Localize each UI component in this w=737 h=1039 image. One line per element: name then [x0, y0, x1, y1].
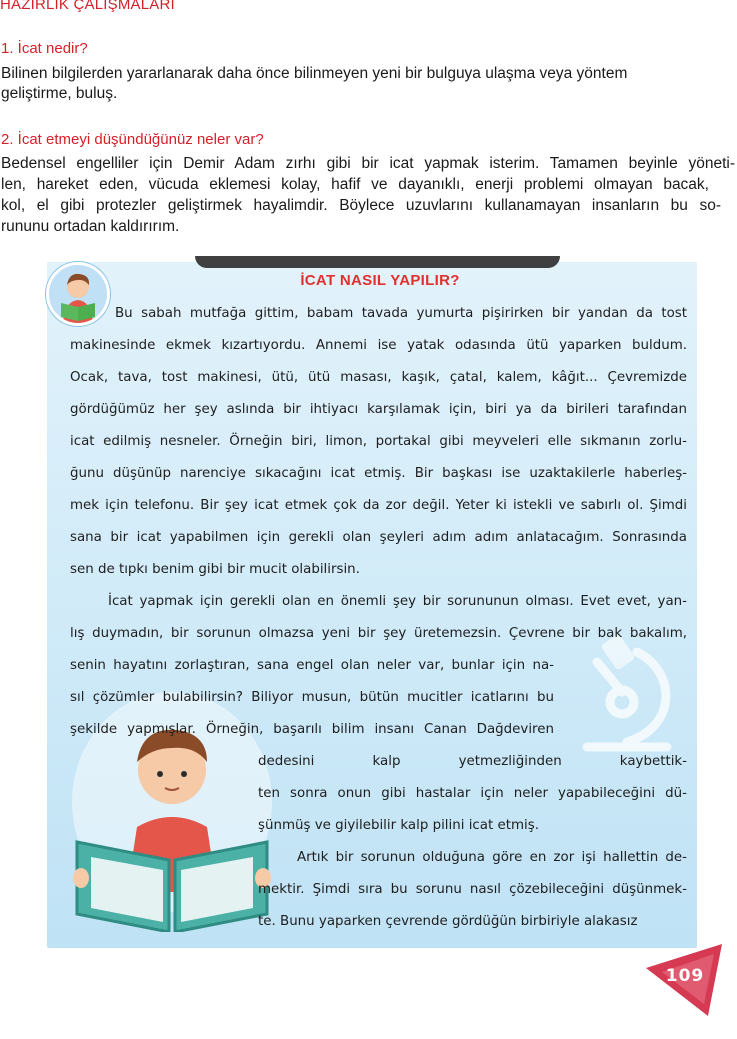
- question-2: 2. İcat etmeyi düşündüğünüz neler var?: [1, 131, 264, 148]
- text-line: İcat yapmak için gerekli olan en önemli şey bir sorununun olması. Evet evet, yan-: [108, 594, 687, 609]
- page-number-badge: [642, 944, 732, 1016]
- text-line: Artık bir sorunun olduğuna göre en zor işi hallettin de-: [297, 850, 687, 865]
- text-line: mektir. Şimdi sıra bu sorunu nasıl çözebileceğini düşünmek-: [258, 882, 687, 897]
- text-line: senin hayatını zorlaştıran, sana engel olan neler var, bunlar için na-: [70, 658, 554, 673]
- answer-line: geliştirme, buluş.: [1, 85, 118, 102]
- text-line: dedesini kalp yetmezliğinden kaybettik-: [258, 754, 687, 769]
- answer-line: len, hareket eden, vücuda eklemesi kolay, hafif ve dayanıklı, enerji problemi olmayan bacak,: [1, 176, 709, 193]
- question-1: 1. İcat nedir?: [1, 40, 88, 57]
- text-line: sen de tıpkı benim gibi bir mucit olabilirsin.: [70, 562, 360, 577]
- answer-line: kol, el gibi protezler geliştirmek hayalimdir. Böylece uzuvlarını kullanamayan insanların bu so-: [1, 197, 721, 214]
- text-line: lış duymadın, bir sorunun olmazsa yeni bir şey üretemezsin. Çevrene bir bak bakalım,: [70, 626, 687, 641]
- answer-line: Bilinen bilgilerden yararlanarak daha önce bilinmeyen yeni bir bulguya ulaşma veya yöntem: [1, 65, 628, 82]
- text-line: Bu sabah mutfağa gittim, babam tavada yumurta pişirirken bir yandan da tost: [115, 306, 687, 321]
- text-line: te. Bunu yaparken çevrende gördüğün birbiriyle alakasız: [258, 914, 638, 929]
- reading-text: [70, 298, 687, 938]
- answer-line: rununu ortadan kaldırırım.: [1, 218, 180, 235]
- text-line: icat edilmiş nesneler. Örneğin biri, limon, portakal gibi meyveleri elle sıkmanın zorlu-: [70, 434, 687, 449]
- text-line: ğunu düşünüp narenciye sıkacağını icat etmiş. Bir başkası ise uzaktakilerle haberleş-: [70, 466, 687, 481]
- reading-title: İCAT NASIL YAPILIR?: [300, 272, 460, 289]
- panel-top-tab: [195, 256, 560, 268]
- text-line: ten sonra onun gibi hastalar için neler yapabileceğini dü-: [258, 786, 687, 801]
- page-number: 109: [665, 966, 705, 986]
- answer-2: [1, 153, 735, 237]
- text-line: sana bir icat yapabilmen için gerekli olan şeyleri adım adım anlatacağım. Sonrasında: [70, 530, 687, 545]
- text-line: Ocak, tava, tost makinesi, ütü, ütü masası, kaşık, çatal, kalem, kâğıt... Çevremizde: [70, 370, 687, 385]
- section-title: HAZIRLIK ÇALIŞMALARI: [0, 0, 175, 13]
- answer-1: [1, 64, 735, 104]
- text-line: mek için telefonu. Bir şey icat etmek çok da zor değil. Yeter ki istekli ve sabırlı ol. Şimdi: [70, 498, 687, 513]
- text-line: gördüğümüz her şey aslında bir ihtiyacı karşılamak için, biri ya da birileri tarafından: [70, 402, 687, 417]
- text-line: makinesinde ekmek kızartıyordu. Annemi ise yatak odasında ütü yaparken buldum.: [70, 338, 687, 353]
- answer-line: Bedensel engelliler için Demir Adam zırhı gibi bir icat yapmak isterim. Tamamen beyinle yöneti-: [1, 155, 735, 172]
- text-line: sıl çözümler bulabilirsin? Biliyor musun, bütün mucitler icatlarını bu: [70, 690, 554, 705]
- text-line: şekilde yapmışlar. Örneğin, başarılı bilim insanı Canan Dağdeviren: [70, 722, 554, 737]
- text-line: şünmüş ve giyilebilir kalp pilini icat etmiş.: [258, 818, 539, 833]
